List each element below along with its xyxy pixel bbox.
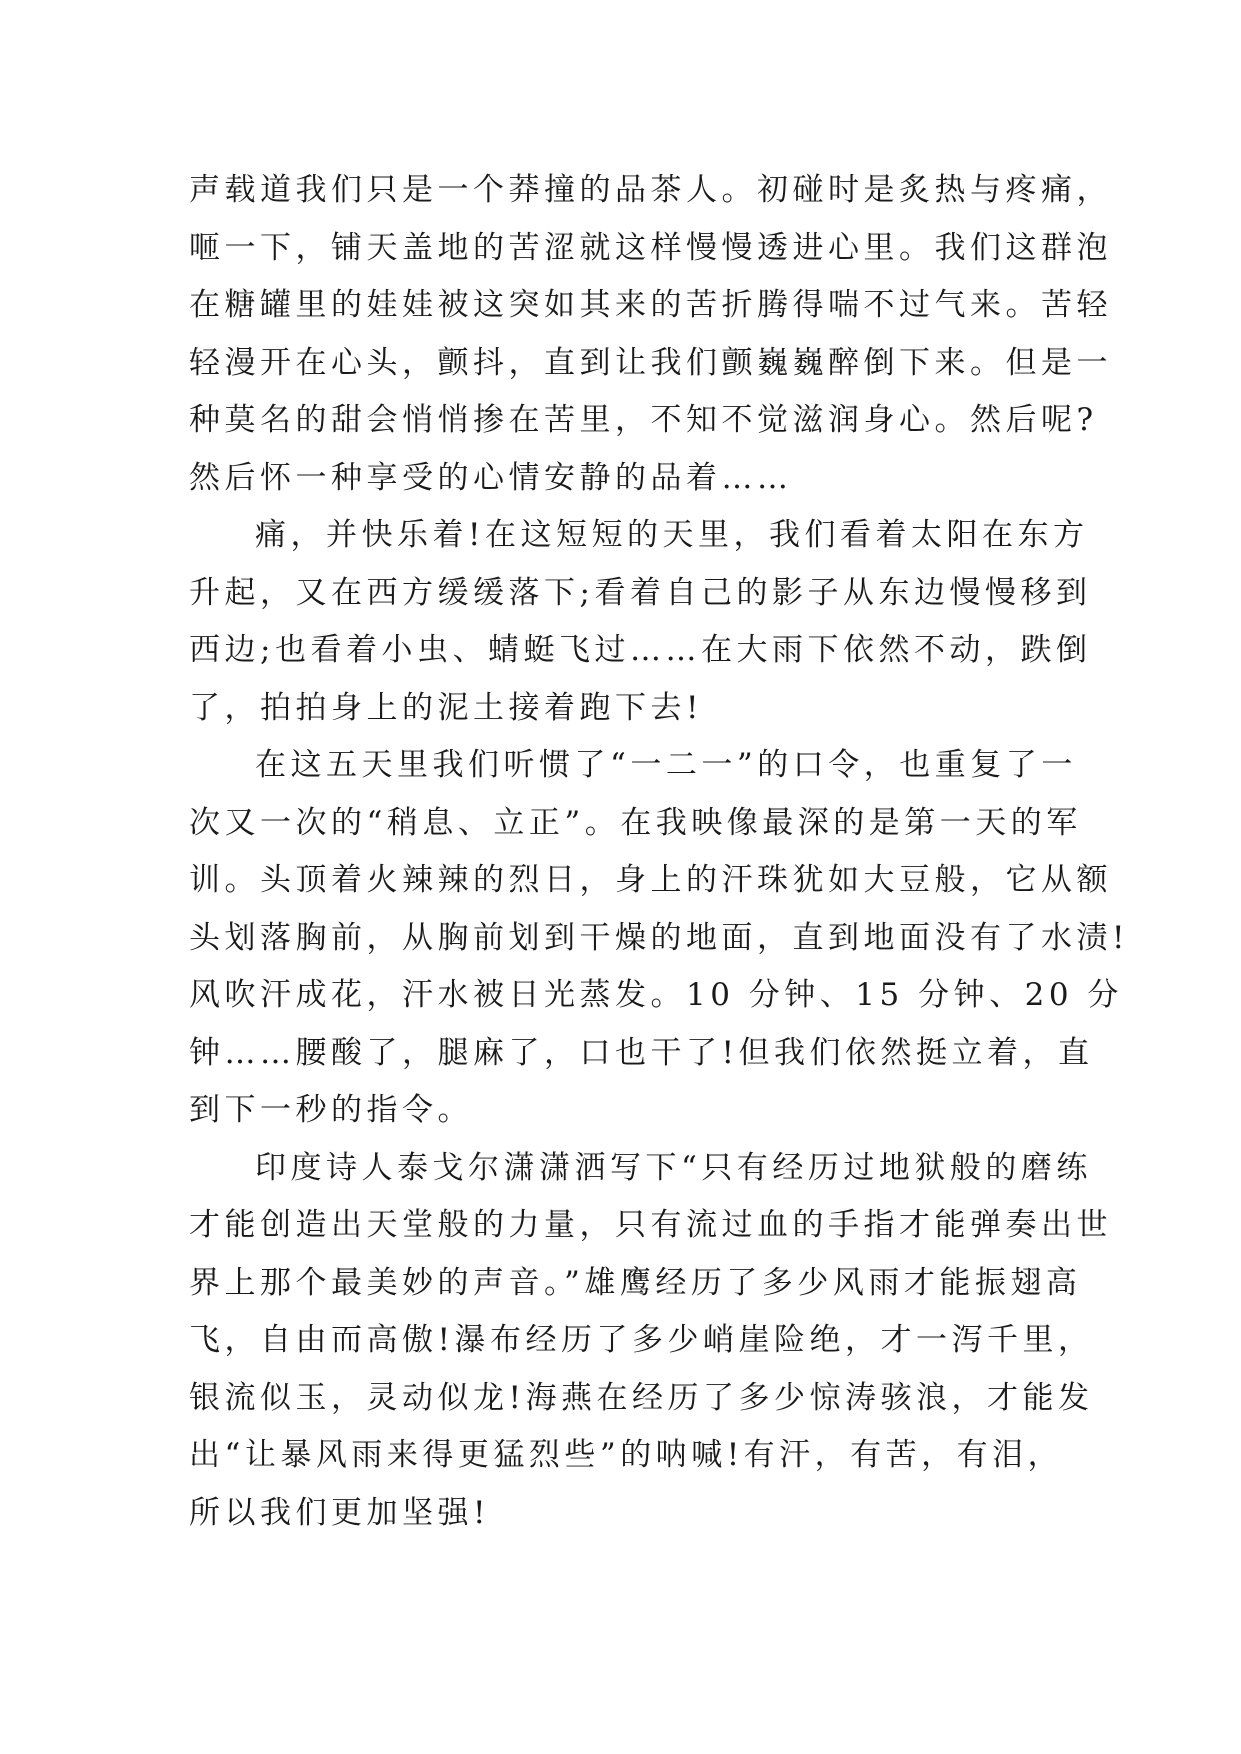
text-line: 所以我们更加坚强!	[189, 1494, 490, 1531]
text-line: 界上那个最美妙的声音。”雄鹰经历了多少风雨才能振翅高	[189, 1264, 1082, 1301]
paragraph-first-line: 印度诗人泰戈尔潇潇洒写下“只有经历过地狱般的磨练	[255, 1149, 1092, 1186]
text-line: 才能创造出天堂般的力量，只有流过血的手指才能弹奏出世	[189, 1207, 1112, 1243]
text-line: 咂一下，铺天盖地的苦涩就这样慢慢透进心里。我们这群泡	[189, 229, 1112, 266]
paragraph-first-line: 痛，并快乐着!在这短短的天里，我们看着太阳在东方	[255, 517, 1089, 553]
text-line: 到下一秒的指令。	[189, 1092, 473, 1128]
text-line: 声载道我们只是一个莽撞的品茶人。初碰时是炙热与疼痛，	[189, 172, 1112, 208]
text-line: 头划落胸前，从胸前划到干燥的地面，直到地面没有了水渍!	[189, 919, 1129, 956]
text-line: 然后怀一种享受的心情安静的品着……	[189, 459, 793, 496]
text-line: 银流似玉，灵动似龙!海燕在经历了多少惊涛骇浪，才能发	[189, 1379, 1094, 1416]
text-line: 训。头顶着火辣辣的烈日，身上的汗珠犹如大豆般，它从额	[189, 862, 1112, 898]
text-line: 西边;也看着小虫、蜻蜓飞过……在大雨下依然不动，跌倒	[189, 632, 1092, 668]
text-line: 出“让暴风雨来得更猛烈些”的呐喊!有汗，有苦，有泪，	[189, 1437, 1064, 1473]
paragraph-first-line: 在这五天里我们听惯了“一二一”的口令，也重复了一	[255, 747, 1077, 783]
text-line: 次又一次的“稍息、立正”。在我映像最深的是第一天的军	[189, 804, 1082, 841]
text-line: 飞，自由而高傲!瀑布经历了多少峭崖险绝，才一泻千里，	[189, 1322, 1094, 1358]
text-line: 了，拍拍身上的泥土接着跑下去!	[189, 689, 703, 726]
text-line: 轻漫开在心头，颤抖，直到让我们颤巍巍醉倒下来。但是一	[189, 344, 1112, 381]
text-line: 种莫名的甜会悄悄掺在苦里，不知不觉滋润身心。然后呢?	[189, 402, 1098, 438]
text-line: 在糖罐里的娃娃被这突如其来的苦折腾得喘不过气来。苦轻	[189, 287, 1112, 323]
body-text	[189, 162, 1129, 1542]
text-line: 升起，又在西方缓缓落下;看着自己的影子从东边慢慢移到	[189, 574, 1092, 611]
text-line: 钟……腰酸了，腿麻了，口也干了!但我们依然挺立着，直	[189, 1034, 1094, 1071]
text-line: 风吹汗成花，汗水被日光蒸发。10 分钟、15 分钟、20 分	[189, 977, 1123, 1013]
